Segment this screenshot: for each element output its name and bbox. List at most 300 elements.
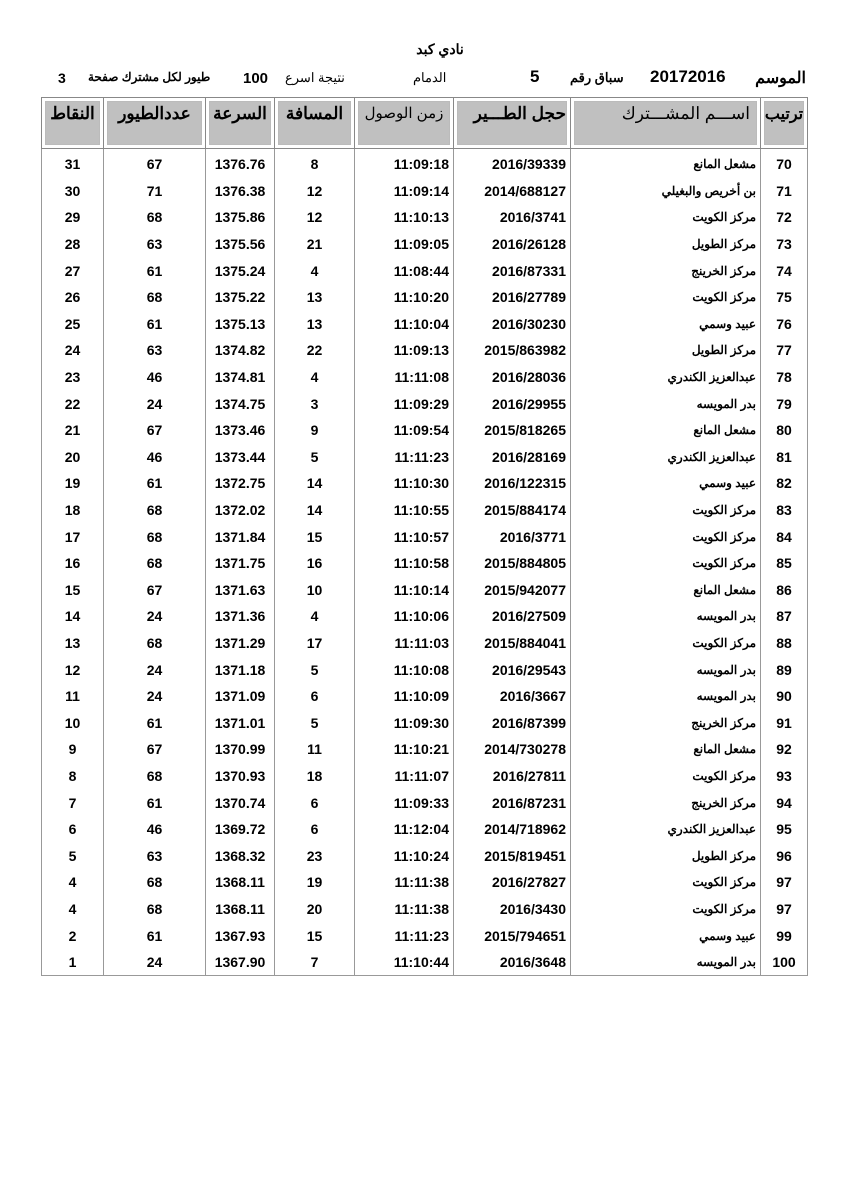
cell-birds: 68 bbox=[104, 869, 206, 896]
table-row bbox=[42, 630, 808, 657]
cell-points: 27 bbox=[42, 257, 104, 284]
cell-name: مركز الطويل bbox=[571, 231, 761, 258]
table-row bbox=[42, 523, 808, 550]
cell-points: 14 bbox=[42, 603, 104, 630]
cell-ring: 2016/27811 bbox=[454, 763, 571, 790]
cell-rank: 93 bbox=[761, 763, 808, 790]
cell-points: 13 bbox=[42, 630, 104, 657]
table-row bbox=[42, 869, 808, 896]
cell-distance: 22 bbox=[275, 337, 355, 364]
cell-distance: 18 bbox=[275, 763, 355, 790]
cell-name: مركز الكويت bbox=[571, 204, 761, 231]
cell-speed: 1370.74 bbox=[206, 789, 275, 816]
cell-time: 11:08:44 bbox=[355, 257, 454, 284]
cell-time: 11:11:38 bbox=[355, 869, 454, 896]
cell-birds: 61 bbox=[104, 470, 206, 497]
cell-points: 20 bbox=[42, 444, 104, 471]
cell-speed: 1375.56 bbox=[206, 231, 275, 258]
cell-name: مركز الكويت bbox=[571, 550, 761, 577]
table-row bbox=[42, 709, 808, 736]
cell-ring: 2016/28036 bbox=[454, 364, 571, 391]
cell-ring: 2014/730278 bbox=[454, 736, 571, 763]
cell-time: 11:11:23 bbox=[355, 922, 454, 949]
race-value: 5 bbox=[530, 67, 540, 86]
cell-speed: 1373.44 bbox=[206, 444, 275, 471]
cell-birds: 67 bbox=[104, 736, 206, 763]
cell-distance: 11 bbox=[275, 736, 355, 763]
cell-points: 21 bbox=[42, 417, 104, 444]
cell-distance: 17 bbox=[275, 630, 355, 657]
race-label: سباق رقم bbox=[570, 70, 624, 85]
cell-rank: 94 bbox=[761, 789, 808, 816]
cell-ring: 2016/29543 bbox=[454, 656, 571, 683]
table-row bbox=[42, 417, 808, 444]
col-points: النقاط bbox=[42, 98, 104, 149]
cell-distance: 20 bbox=[275, 896, 355, 923]
result-label: نتيجة اسرع bbox=[285, 70, 345, 85]
cell-rank: 81 bbox=[761, 444, 808, 471]
cell-speed: 1372.02 bbox=[206, 497, 275, 524]
cell-birds: 46 bbox=[104, 364, 206, 391]
cell-points: 5 bbox=[42, 842, 104, 869]
cell-name: مركز الكويت bbox=[571, 630, 761, 657]
cell-ring: 2016/3741 bbox=[454, 204, 571, 231]
cell-points: 15 bbox=[42, 577, 104, 604]
cell-rank: 82 bbox=[761, 470, 808, 497]
cell-birds: 61 bbox=[104, 922, 206, 949]
cell-rank: 87 bbox=[761, 603, 808, 630]
cell-speed: 1376.76 bbox=[206, 149, 275, 178]
cell-name: مركز الكويت bbox=[571, 869, 761, 896]
cell-distance: 9 bbox=[275, 417, 355, 444]
table-row bbox=[42, 390, 808, 417]
table-row bbox=[42, 149, 808, 178]
cell-speed: 1368.11 bbox=[206, 869, 275, 896]
cell-time: 11:10:44 bbox=[355, 949, 454, 976]
table-row bbox=[42, 922, 808, 949]
cell-birds: 61 bbox=[104, 789, 206, 816]
cell-time: 11:09:33 bbox=[355, 789, 454, 816]
cell-distance: 12 bbox=[275, 204, 355, 231]
cell-ring: 2015/863982 bbox=[454, 337, 571, 364]
cell-speed: 1371.63 bbox=[206, 577, 275, 604]
cell-rank: 70 bbox=[761, 149, 808, 178]
table-row bbox=[42, 842, 808, 869]
cell-birds: 63 bbox=[104, 842, 206, 869]
cell-speed: 1375.13 bbox=[206, 311, 275, 338]
cell-name: بدر المويسه bbox=[571, 656, 761, 683]
cell-time: 11:10:04 bbox=[355, 311, 454, 338]
cell-points: 19 bbox=[42, 470, 104, 497]
cell-time: 11:10:13 bbox=[355, 204, 454, 231]
cell-rank: 97 bbox=[761, 869, 808, 896]
per-member-label: طيور لكل مشترك صفحة bbox=[88, 70, 211, 84]
cell-rank: 74 bbox=[761, 257, 808, 284]
cell-ring: 2015/884174 bbox=[454, 497, 571, 524]
cell-time: 11:09:30 bbox=[355, 709, 454, 736]
cell-rank: 100 bbox=[761, 949, 808, 976]
table-row bbox=[42, 497, 808, 524]
cell-distance: 5 bbox=[275, 656, 355, 683]
col-speed: السرعة bbox=[206, 98, 275, 149]
cell-points: 8 bbox=[42, 763, 104, 790]
table-row bbox=[42, 231, 808, 258]
col-ring: حجل الطـــير bbox=[454, 98, 571, 149]
table-row bbox=[42, 257, 808, 284]
cell-ring: 2015/819451 bbox=[454, 842, 571, 869]
cell-points: 30 bbox=[42, 178, 104, 205]
cell-distance: 4 bbox=[275, 603, 355, 630]
cell-distance: 4 bbox=[275, 364, 355, 391]
cell-distance: 5 bbox=[275, 444, 355, 471]
cell-points: 10 bbox=[42, 709, 104, 736]
cell-time: 11:11:08 bbox=[355, 364, 454, 391]
cell-distance: 13 bbox=[275, 284, 355, 311]
cell-birds: 68 bbox=[104, 896, 206, 923]
cell-speed: 1374.75 bbox=[206, 390, 275, 417]
cell-rank: 80 bbox=[761, 417, 808, 444]
cell-time: 11:11:38 bbox=[355, 896, 454, 923]
table-row bbox=[42, 763, 808, 790]
cell-time: 11:10:58 bbox=[355, 550, 454, 577]
cell-time: 11:10:20 bbox=[355, 284, 454, 311]
cell-distance: 23 bbox=[275, 842, 355, 869]
season-value: 20172016 bbox=[650, 67, 726, 86]
cell-points: 29 bbox=[42, 204, 104, 231]
cell-distance: 13 bbox=[275, 311, 355, 338]
cell-distance: 16 bbox=[275, 550, 355, 577]
cell-time: 11:10:14 bbox=[355, 577, 454, 604]
cell-speed: 1371.75 bbox=[206, 550, 275, 577]
cell-rank: 86 bbox=[761, 577, 808, 604]
cell-name: مشعل المانع bbox=[571, 736, 761, 763]
cell-speed: 1372.75 bbox=[206, 470, 275, 497]
cell-birds: 61 bbox=[104, 709, 206, 736]
cell-birds: 71 bbox=[104, 178, 206, 205]
cell-name: مركز الخرينج bbox=[571, 789, 761, 816]
cell-name: مركز الكويت bbox=[571, 497, 761, 524]
cell-birds: 24 bbox=[104, 656, 206, 683]
cell-rank: 96 bbox=[761, 842, 808, 869]
cell-points: 9 bbox=[42, 736, 104, 763]
cell-speed: 1376.38 bbox=[206, 178, 275, 205]
cell-rank: 77 bbox=[761, 337, 808, 364]
cell-distance: 8 bbox=[275, 149, 355, 178]
cell-speed: 1367.90 bbox=[206, 949, 275, 976]
cell-rank: 95 bbox=[761, 816, 808, 843]
cell-ring: 2016/27509 bbox=[454, 603, 571, 630]
table-row bbox=[42, 789, 808, 816]
cell-ring: 2016/87231 bbox=[454, 789, 571, 816]
cell-name: عبدالعزيز الكندري bbox=[571, 364, 761, 391]
cell-name: مشعل المانع bbox=[571, 577, 761, 604]
cell-points: 16 bbox=[42, 550, 104, 577]
cell-speed: 1370.93 bbox=[206, 763, 275, 790]
cell-name: عبيد وسمي bbox=[571, 922, 761, 949]
cell-points: 17 bbox=[42, 523, 104, 550]
cell-rank: 90 bbox=[761, 683, 808, 710]
cell-name: بن أخريص والبغيلي bbox=[571, 178, 761, 205]
table-row bbox=[42, 656, 808, 683]
cell-speed: 1371.36 bbox=[206, 603, 275, 630]
cell-rank: 78 bbox=[761, 364, 808, 391]
cell-rank: 84 bbox=[761, 523, 808, 550]
cell-points: 4 bbox=[42, 896, 104, 923]
cell-name: عبدالعزيز الكندري bbox=[571, 816, 761, 843]
cell-distance: 6 bbox=[275, 683, 355, 710]
cell-distance: 15 bbox=[275, 523, 355, 550]
cell-birds: 24 bbox=[104, 683, 206, 710]
cell-birds: 68 bbox=[104, 204, 206, 231]
cell-speed: 1374.82 bbox=[206, 337, 275, 364]
cell-time: 11:10:21 bbox=[355, 736, 454, 763]
cell-time: 11:10:55 bbox=[355, 497, 454, 524]
cell-ring: 2015/884805 bbox=[454, 550, 571, 577]
col-distance: المسافة bbox=[275, 98, 355, 149]
cell-time: 11:10:06 bbox=[355, 603, 454, 630]
table-body bbox=[42, 149, 808, 976]
cell-name: مركز الطويل bbox=[571, 842, 761, 869]
cell-rank: 79 bbox=[761, 390, 808, 417]
cell-speed: 1373.46 bbox=[206, 417, 275, 444]
cell-birds: 46 bbox=[104, 444, 206, 471]
cell-birds: 24 bbox=[104, 949, 206, 976]
cell-distance: 10 bbox=[275, 577, 355, 604]
cell-speed: 1368.32 bbox=[206, 842, 275, 869]
cell-name: بدر المويسه bbox=[571, 603, 761, 630]
cell-time: 11:09:29 bbox=[355, 390, 454, 417]
cell-time: 11:10:30 bbox=[355, 470, 454, 497]
cell-distance: 14 bbox=[275, 497, 355, 524]
col-time: زمن الوصول bbox=[355, 98, 454, 149]
cell-distance: 21 bbox=[275, 231, 355, 258]
table-row bbox=[42, 949, 808, 976]
cell-birds: 68 bbox=[104, 763, 206, 790]
cell-distance: 6 bbox=[275, 816, 355, 843]
cell-distance: 19 bbox=[275, 869, 355, 896]
cell-speed: 1371.18 bbox=[206, 656, 275, 683]
table-row bbox=[42, 896, 808, 923]
cell-ring: 2016/3771 bbox=[454, 523, 571, 550]
cell-name: بدر المويسه bbox=[571, 390, 761, 417]
cell-rank: 76 bbox=[761, 311, 808, 338]
cell-time: 11:10:24 bbox=[355, 842, 454, 869]
page-number: 3 bbox=[58, 70, 66, 86]
cell-points: 2 bbox=[42, 922, 104, 949]
cell-points: 11 bbox=[42, 683, 104, 710]
cell-speed: 1370.99 bbox=[206, 736, 275, 763]
cell-speed: 1371.01 bbox=[206, 709, 275, 736]
cell-birds: 61 bbox=[104, 257, 206, 284]
cell-ring: 2016/122315 bbox=[454, 470, 571, 497]
cell-ring: 2014/688127 bbox=[454, 178, 571, 205]
cell-ring: 2016/26128 bbox=[454, 231, 571, 258]
cell-rank: 71 bbox=[761, 178, 808, 205]
cell-ring: 2014/718962 bbox=[454, 816, 571, 843]
club-title: نادي كبد bbox=[416, 41, 464, 57]
table-row bbox=[42, 736, 808, 763]
cell-distance: 5 bbox=[275, 709, 355, 736]
cell-speed: 1375.22 bbox=[206, 284, 275, 311]
cell-points: 12 bbox=[42, 656, 104, 683]
season-label: الموسم bbox=[755, 70, 806, 87]
cell-birds: 24 bbox=[104, 390, 206, 417]
cell-ring: 2016/87331 bbox=[454, 257, 571, 284]
col-name: اســـم المشـــترك bbox=[571, 98, 761, 149]
cell-birds: 68 bbox=[104, 497, 206, 524]
cell-ring: 2016/27827 bbox=[454, 869, 571, 896]
cell-name: مركز الكويت bbox=[571, 523, 761, 550]
cell-distance: 6 bbox=[275, 789, 355, 816]
cell-rank: 88 bbox=[761, 630, 808, 657]
cell-speed: 1369.72 bbox=[206, 816, 275, 843]
cell-rank: 91 bbox=[761, 709, 808, 736]
table-row bbox=[42, 683, 808, 710]
cell-birds: 68 bbox=[104, 284, 206, 311]
cell-birds: 67 bbox=[104, 577, 206, 604]
cell-name: عبيد وسمي bbox=[571, 470, 761, 497]
cell-speed: 1375.86 bbox=[206, 204, 275, 231]
cell-rank: 83 bbox=[761, 497, 808, 524]
table-row bbox=[42, 444, 808, 471]
cell-points: 7 bbox=[42, 789, 104, 816]
cell-distance: 3 bbox=[275, 390, 355, 417]
cell-name: مركز الكويت bbox=[571, 763, 761, 790]
cell-birds: 46 bbox=[104, 816, 206, 843]
cell-ring: 2015/942077 bbox=[454, 577, 571, 604]
cell-speed: 1371.29 bbox=[206, 630, 275, 657]
table-row bbox=[42, 603, 808, 630]
cell-ring: 2015/794651 bbox=[454, 922, 571, 949]
cell-ring: 2016/3667 bbox=[454, 683, 571, 710]
table-row bbox=[42, 178, 808, 205]
cell-points: 31 bbox=[42, 149, 104, 178]
cell-birds: 61 bbox=[104, 311, 206, 338]
table-row bbox=[42, 284, 808, 311]
cell-name: مركز الكويت bbox=[571, 896, 761, 923]
cell-name: عبيد وسمي bbox=[571, 311, 761, 338]
cell-birds: 68 bbox=[104, 550, 206, 577]
cell-time: 11:09:14 bbox=[355, 178, 454, 205]
cell-speed: 1371.09 bbox=[206, 683, 275, 710]
cell-name: مركز الخرينج bbox=[571, 257, 761, 284]
cell-points: 1 bbox=[42, 949, 104, 976]
result-value: 100 bbox=[243, 70, 269, 87]
cell-birds: 68 bbox=[104, 523, 206, 550]
cell-time: 11:12:04 bbox=[355, 816, 454, 843]
cell-name: مشعل المانع bbox=[571, 149, 761, 178]
cell-ring: 2016/3430 bbox=[454, 896, 571, 923]
cell-distance: 12 bbox=[275, 178, 355, 205]
table-row bbox=[42, 816, 808, 843]
cell-distance: 15 bbox=[275, 922, 355, 949]
cell-ring: 2016/87399 bbox=[454, 709, 571, 736]
cell-ring: 2016/27789 bbox=[454, 284, 571, 311]
cell-points: 28 bbox=[42, 231, 104, 258]
table-row bbox=[42, 311, 808, 338]
cell-birds: 67 bbox=[104, 417, 206, 444]
cell-ring: 2016/39339 bbox=[454, 149, 571, 178]
cell-time: 11:09:13 bbox=[355, 337, 454, 364]
cell-time: 11:11:07 bbox=[355, 763, 454, 790]
cell-rank: 75 bbox=[761, 284, 808, 311]
cell-name: مركز الطويل bbox=[571, 337, 761, 364]
cell-speed: 1371.84 bbox=[206, 523, 275, 550]
cell-time: 11:10:08 bbox=[355, 656, 454, 683]
cell-ring: 2016/28169 bbox=[454, 444, 571, 471]
table-row bbox=[42, 470, 808, 497]
cell-points: 18 bbox=[42, 497, 104, 524]
cell-time: 11:10:57 bbox=[355, 523, 454, 550]
cell-name: مشعل المانع bbox=[571, 417, 761, 444]
cell-rank: 99 bbox=[761, 922, 808, 949]
cell-birds: 68 bbox=[104, 630, 206, 657]
cell-time: 11:11:03 bbox=[355, 630, 454, 657]
table-row bbox=[42, 577, 808, 604]
cell-name: عبدالعزيز الكندري bbox=[571, 444, 761, 471]
location: الدمام bbox=[413, 70, 447, 85]
cell-ring: 2015/884041 bbox=[454, 630, 571, 657]
results-table bbox=[41, 97, 808, 976]
cell-name: بدر المويسه bbox=[571, 949, 761, 976]
table-row bbox=[42, 364, 808, 391]
table-row bbox=[42, 204, 808, 231]
cell-time: 11:09:05 bbox=[355, 231, 454, 258]
col-birds: عددالطيور bbox=[104, 98, 206, 149]
table-row bbox=[42, 550, 808, 577]
cell-speed: 1368.11 bbox=[206, 896, 275, 923]
cell-distance: 14 bbox=[275, 470, 355, 497]
cell-rank: 97 bbox=[761, 896, 808, 923]
cell-birds: 63 bbox=[104, 231, 206, 258]
cell-time: 11:10:09 bbox=[355, 683, 454, 710]
cell-ring: 2015/818265 bbox=[454, 417, 571, 444]
cell-name: مركز الخرينج bbox=[571, 709, 761, 736]
cell-rank: 73 bbox=[761, 231, 808, 258]
cell-speed: 1367.93 bbox=[206, 922, 275, 949]
cell-points: 4 bbox=[42, 869, 104, 896]
cell-points: 23 bbox=[42, 364, 104, 391]
cell-points: 24 bbox=[42, 337, 104, 364]
cell-rank: 89 bbox=[761, 656, 808, 683]
cell-birds: 24 bbox=[104, 603, 206, 630]
cell-points: 6 bbox=[42, 816, 104, 843]
cell-name: مركز الكويت bbox=[571, 284, 761, 311]
cell-points: 26 bbox=[42, 284, 104, 311]
cell-speed: 1375.24 bbox=[206, 257, 275, 284]
table-row bbox=[42, 337, 808, 364]
cell-distance: 7 bbox=[275, 949, 355, 976]
cell-time: 11:09:54 bbox=[355, 417, 454, 444]
table-header bbox=[42, 98, 808, 149]
cell-ring: 2016/30230 bbox=[454, 311, 571, 338]
cell-time: 11:11:23 bbox=[355, 444, 454, 471]
cell-rank: 85 bbox=[761, 550, 808, 577]
cell-ring: 2016/29955 bbox=[454, 390, 571, 417]
cell-points: 25 bbox=[42, 311, 104, 338]
cell-distance: 4 bbox=[275, 257, 355, 284]
cell-points: 22 bbox=[42, 390, 104, 417]
cell-birds: 63 bbox=[104, 337, 206, 364]
cell-rank: 72 bbox=[761, 204, 808, 231]
cell-speed: 1374.81 bbox=[206, 364, 275, 391]
cell-birds: 67 bbox=[104, 149, 206, 178]
cell-time: 11:09:18 bbox=[355, 149, 454, 178]
cell-ring: 2016/3648 bbox=[454, 949, 571, 976]
cell-name: بدر المويسه bbox=[571, 683, 761, 710]
cell-rank: 92 bbox=[761, 736, 808, 763]
col-rank: ترتيب bbox=[761, 98, 808, 149]
